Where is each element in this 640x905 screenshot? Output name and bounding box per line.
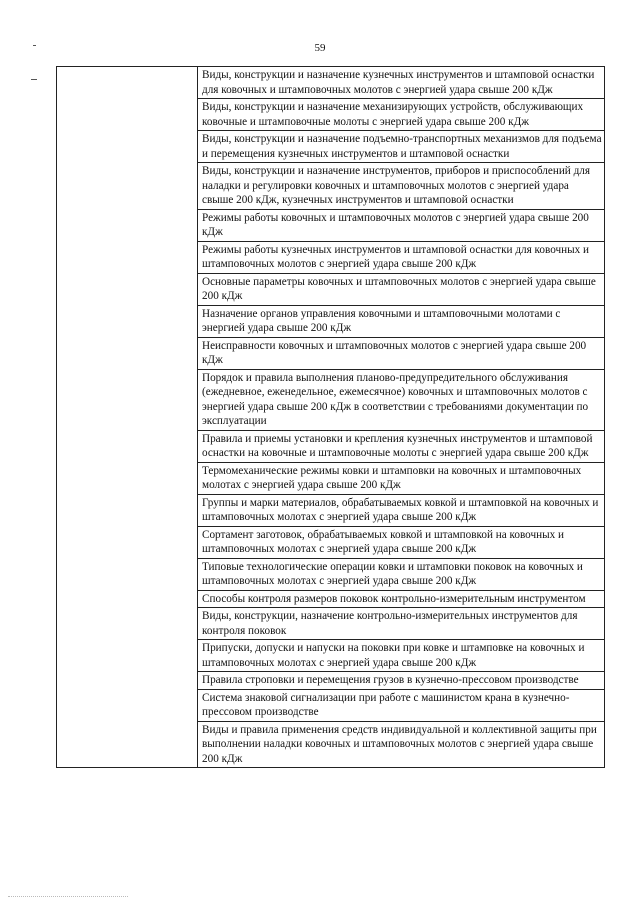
knowledge-item: Режимы работы кузнечных инструментов и штамповой оснастки для ковочных и штамповочных молотов с энергией удара свыше 200 кДж	[198, 241, 605, 273]
requirements-table	[56, 66, 605, 768]
knowledge-item: Виды, конструкции и назначение кузнечных инструментов и штамповой оснастки для ковочных и штамповочных молотов с энергией удара свыше 200 кДж	[198, 67, 605, 99]
table-row	[57, 67, 605, 99]
knowledge-item: Сортамент заготовок, обрабатываемых ковкой и штамповкой на ковочных и штамповочных молотах с энергией удара свыше 200 кДж	[198, 526, 605, 558]
knowledge-item: Основные параметры ковочных и штамповочных молотов с энергией удара свыше 200 кДж	[198, 273, 605, 305]
knowledge-item: Правила и приемы установки и крепления кузнечных инструментов и штамповой оснастки на ковочные и штамповочные молоты с энергией удара свыше 200 кДж	[198, 430, 605, 462]
knowledge-item: Виды, конструкции, назначение контрольно-измерительных инструментов для контроля поковок	[198, 608, 605, 640]
knowledge-item: Виды, конструкции и назначение подъемно-транспортных механизмов для подъема и перемещения кузнечных инструментов и штамповой оснастки	[198, 131, 605, 163]
knowledge-item: Виды, конструкции и назначение механизирующих устройств, обслуживающих ковочные и штамповочные молоты с энергией удара свыше 200 кДж	[198, 99, 605, 131]
knowledge-item: Группы и марки материалов, обрабатываемых ковкой и штамповкой на ковочных и штамповочных молотах с энергией удара свыше 200 кДж	[198, 494, 605, 526]
knowledge-item: Виды, конструкции и назначение инструментов, приборов и приспособлений для наладки и регулировки ковочных и штамповочных молотов с энергией удара свыше 200 кДж, кузнечных инструментов и штамповой оснастки	[198, 163, 605, 210]
knowledge-item: Порядок и правила выполнения планово-предупредительного обслуживания (ежедневное, еженедельное, ежемесячное) ковочных и штамповочных молотов с энергией удара свыше 200 кДж в соответствии с требованиями документации по эксплуатации	[198, 369, 605, 430]
knowledge-item: Типовые технологические операции ковки и штамповки поковок на ковочных и штамповочных молотах с энергией удара свыше 200 кДж	[198, 558, 605, 590]
knowledge-item: Система знаковой сигнализации при работе с машинистом крана в кузнечно-прессовом производстве	[198, 689, 605, 721]
knowledge-item: Способы контроля размеров поковок контрольно-измерительным инструментом	[198, 590, 605, 608]
scan-artifact	[8, 896, 128, 899]
knowledge-item: Неисправности ковочных и штамповочных молотов с энергией удара свыше 200 кДж	[198, 337, 605, 369]
page-number: 59	[314, 42, 326, 54]
knowledge-item: Режимы работы ковочных и штамповочных молотов с энергией удара свыше 200 кДж	[198, 209, 605, 241]
scan-margin-mark	[33, 45, 36, 46]
knowledge-item: Назначение органов управления ковочными и штамповочными молотами с энергией удара свыше 200 кДж	[198, 305, 605, 337]
knowledge-item: Термомеханические режимы ковки и штамповки на ковочных и штамповочных молотах с энергией удара свыше 200 кДж	[198, 462, 605, 494]
knowledge-item: Припуски, допуски и напуски на поковки при ковке и штамповке на ковочных и штамповочных молотах с энергией удара свыше 200 кДж	[198, 640, 605, 672]
category-cell	[57, 67, 198, 768]
knowledge-item: Виды и правила применения средств индивидуальной и коллективной защиты при выполнении наладки ковочных и штамповочных молотов с энергией удара свыше 200 кДж	[198, 721, 605, 768]
knowledge-item: Правила строповки и перемещения грузов в кузнечно-прессовом производстве	[198, 672, 605, 690]
scan-margin-mark	[31, 79, 37, 80]
